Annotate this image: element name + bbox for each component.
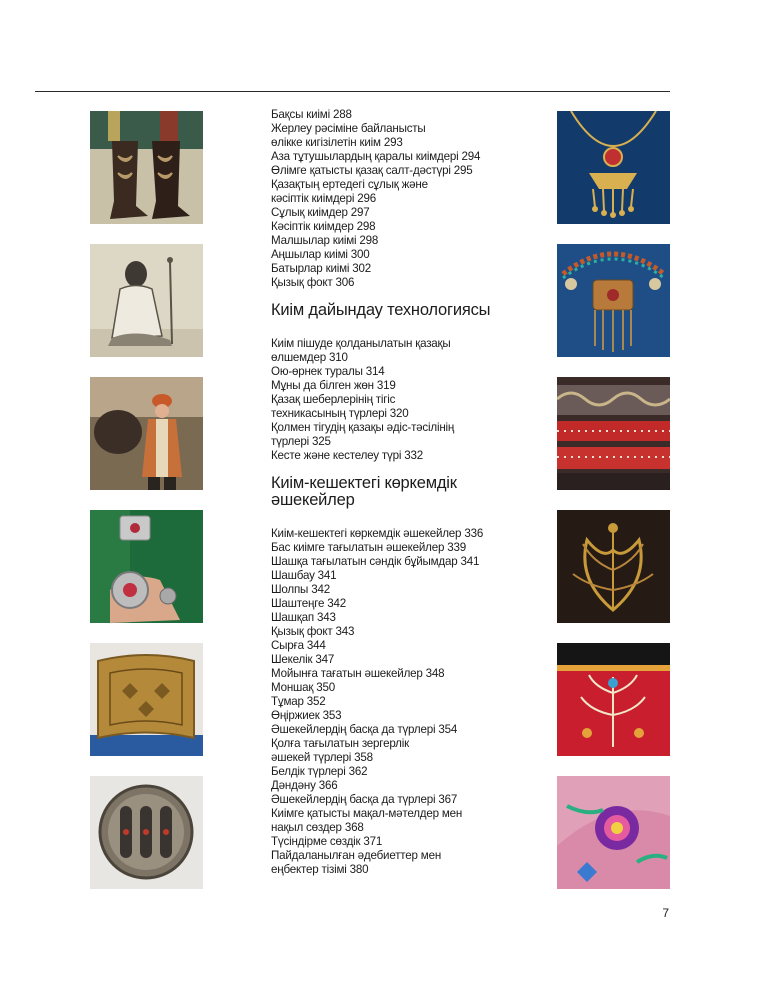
- toc-entry: Шаштеңге 342: [271, 597, 346, 610]
- toc-entry: Сұлық киімдер 297: [271, 206, 370, 219]
- toc-entry: Мойынға тағатын әшекейлер 348: [271, 667, 445, 680]
- toc-entry: Шолпы 342: [271, 583, 330, 596]
- toc-entry: Бас киімге тағылатын әшекейлер 339: [271, 541, 466, 554]
- toc-section-heading: Киім дайындау технологиясы: [271, 301, 491, 319]
- toc-entry: Кәсіптік киімдер 298: [271, 220, 376, 233]
- toc-entry: Киім-кешектегі көркемдік әшекейлер 336: [271, 527, 484, 540]
- photo-man-in-traditional-costume-image: [90, 377, 203, 490]
- toc-entry: Ою-өрнек туралы 314: [271, 365, 385, 378]
- photo-round-silver-ornament-image: [90, 776, 203, 889]
- photo-gold-thread-embroidery: [557, 510, 670, 623]
- photo-pink-floral-embroidery-image: [557, 776, 670, 889]
- toc-entry: өлікке кигізілетін киім 293: [271, 136, 403, 149]
- toc-entry: Шашқап 343: [271, 611, 336, 624]
- photo-seated-man-engraving-image: [90, 244, 203, 357]
- photo-engraved-gold-bracelet: [90, 643, 203, 756]
- toc-section-heading: Киім-кешектегі көркемдік: [271, 474, 457, 492]
- toc-entry: өлшемдер 310: [271, 351, 348, 364]
- photo-embroidered-boots-image: [90, 111, 203, 224]
- toc-entry: Әшекейлердің басқа да түрлері 367: [271, 793, 458, 806]
- toc-entry: әшекей түрлері 358: [271, 751, 373, 764]
- toc-entry: кәсіптік киімдері 296: [271, 192, 377, 205]
- toc-entry: Шекелік 347: [271, 653, 335, 666]
- toc-entry: Мұны да білген жөн 319: [271, 379, 396, 392]
- photo-hands-with-silver-jewelry: [90, 510, 203, 623]
- toc-entry: түрлері 325: [271, 435, 331, 448]
- toc-entry: Шашбау 341: [271, 569, 337, 582]
- photo-pendant-necklace: [557, 111, 670, 224]
- toc-entry: Бақсы киімі 288: [271, 108, 352, 121]
- photo-red-coral-embroidery: [557, 377, 670, 490]
- photo-beaded-necklace: [557, 244, 670, 357]
- toc-entry: Түсіндірме сөздік 371: [271, 835, 383, 848]
- photo-pink-floral-embroidery: [557, 776, 670, 889]
- page-number: 7: [662, 906, 669, 920]
- photo-seated-man-engraving: [90, 244, 203, 357]
- toc-entry: Қазақтың ертедегі сұлық және: [271, 178, 428, 191]
- toc-entry: Қызық фокт 343: [271, 625, 355, 638]
- toc-entry: Белдік түрлері 362: [271, 765, 368, 778]
- toc-entry: Жерлеу рәсіміне байланысты: [271, 122, 426, 135]
- toc-entry: Киімге қатысты мақал-мәтелдер мен: [271, 807, 463, 820]
- photo-gold-thread-embroidery-image: [557, 510, 670, 623]
- toc-entry: Пайдаланылған әдебиеттер мен: [271, 849, 442, 862]
- toc-entry: Қолмен тігудің қазақы әдіс-тәсілінің: [271, 421, 455, 434]
- header-rule: [35, 91, 670, 92]
- toc-entry: Малшылар киімі 298: [271, 234, 379, 247]
- toc-entry: Қазақ шеберлерінің тігіс: [271, 393, 396, 406]
- toc-entry: Батырлар киімі 302: [271, 262, 372, 275]
- photo-red-embroidered-fabric-image: [557, 643, 670, 756]
- toc-entry: Өңіржиек 353: [271, 709, 342, 722]
- toc-entry: Шашқа тағылатын сәндік бұйымдар 341: [271, 555, 480, 568]
- toc-entry: еңбектер тізімі 380: [271, 863, 369, 876]
- toc-section-heading: әшекейлер: [271, 491, 355, 509]
- photo-engraved-gold-bracelet-image: [90, 643, 203, 756]
- toc-entry: Сырға 344: [271, 639, 326, 652]
- photo-man-in-traditional-costume: [90, 377, 203, 490]
- toc-entry: Аңшылар киімі 300: [271, 248, 370, 261]
- toc-entry: Әшекейлердің басқа да түрлері 354: [271, 723, 458, 736]
- toc-entry: Моншақ 350: [271, 681, 336, 694]
- photo-beaded-necklace-image: [557, 244, 670, 357]
- toc-entry: нақыл сөздер 368: [271, 821, 364, 834]
- toc-entry: Тұмар 352: [271, 695, 326, 708]
- photo-round-silver-ornament: [90, 776, 203, 889]
- toc-entry: техникасының түрлері 320: [271, 407, 409, 420]
- toc-entry: Қызық фокт 306: [271, 276, 355, 289]
- photo-embroidered-boots: [90, 111, 203, 224]
- toc-entry: Өлімге қатысты қазақ салт-дәстүрі 295: [271, 164, 473, 177]
- toc-entry: Қолға тағылатын зергерлік: [271, 737, 409, 750]
- toc-entry: Дәндәну 366: [271, 779, 338, 792]
- toc-entry: Кесте және кестелеу түрі 332: [271, 449, 424, 462]
- toc-entry: Аза тұтушылардың қаралы киімдері 294: [271, 150, 481, 163]
- photo-pendant-necklace-image: [557, 111, 670, 224]
- photo-hands-with-silver-jewelry-image: [90, 510, 203, 623]
- table-of-contents: [271, 108, 531, 877]
- toc-entry: Киім пішуде қолданылатын қазақы: [271, 337, 451, 350]
- photo-red-embroidered-fabric: [557, 643, 670, 756]
- photo-red-coral-embroidery-image: [557, 377, 670, 490]
